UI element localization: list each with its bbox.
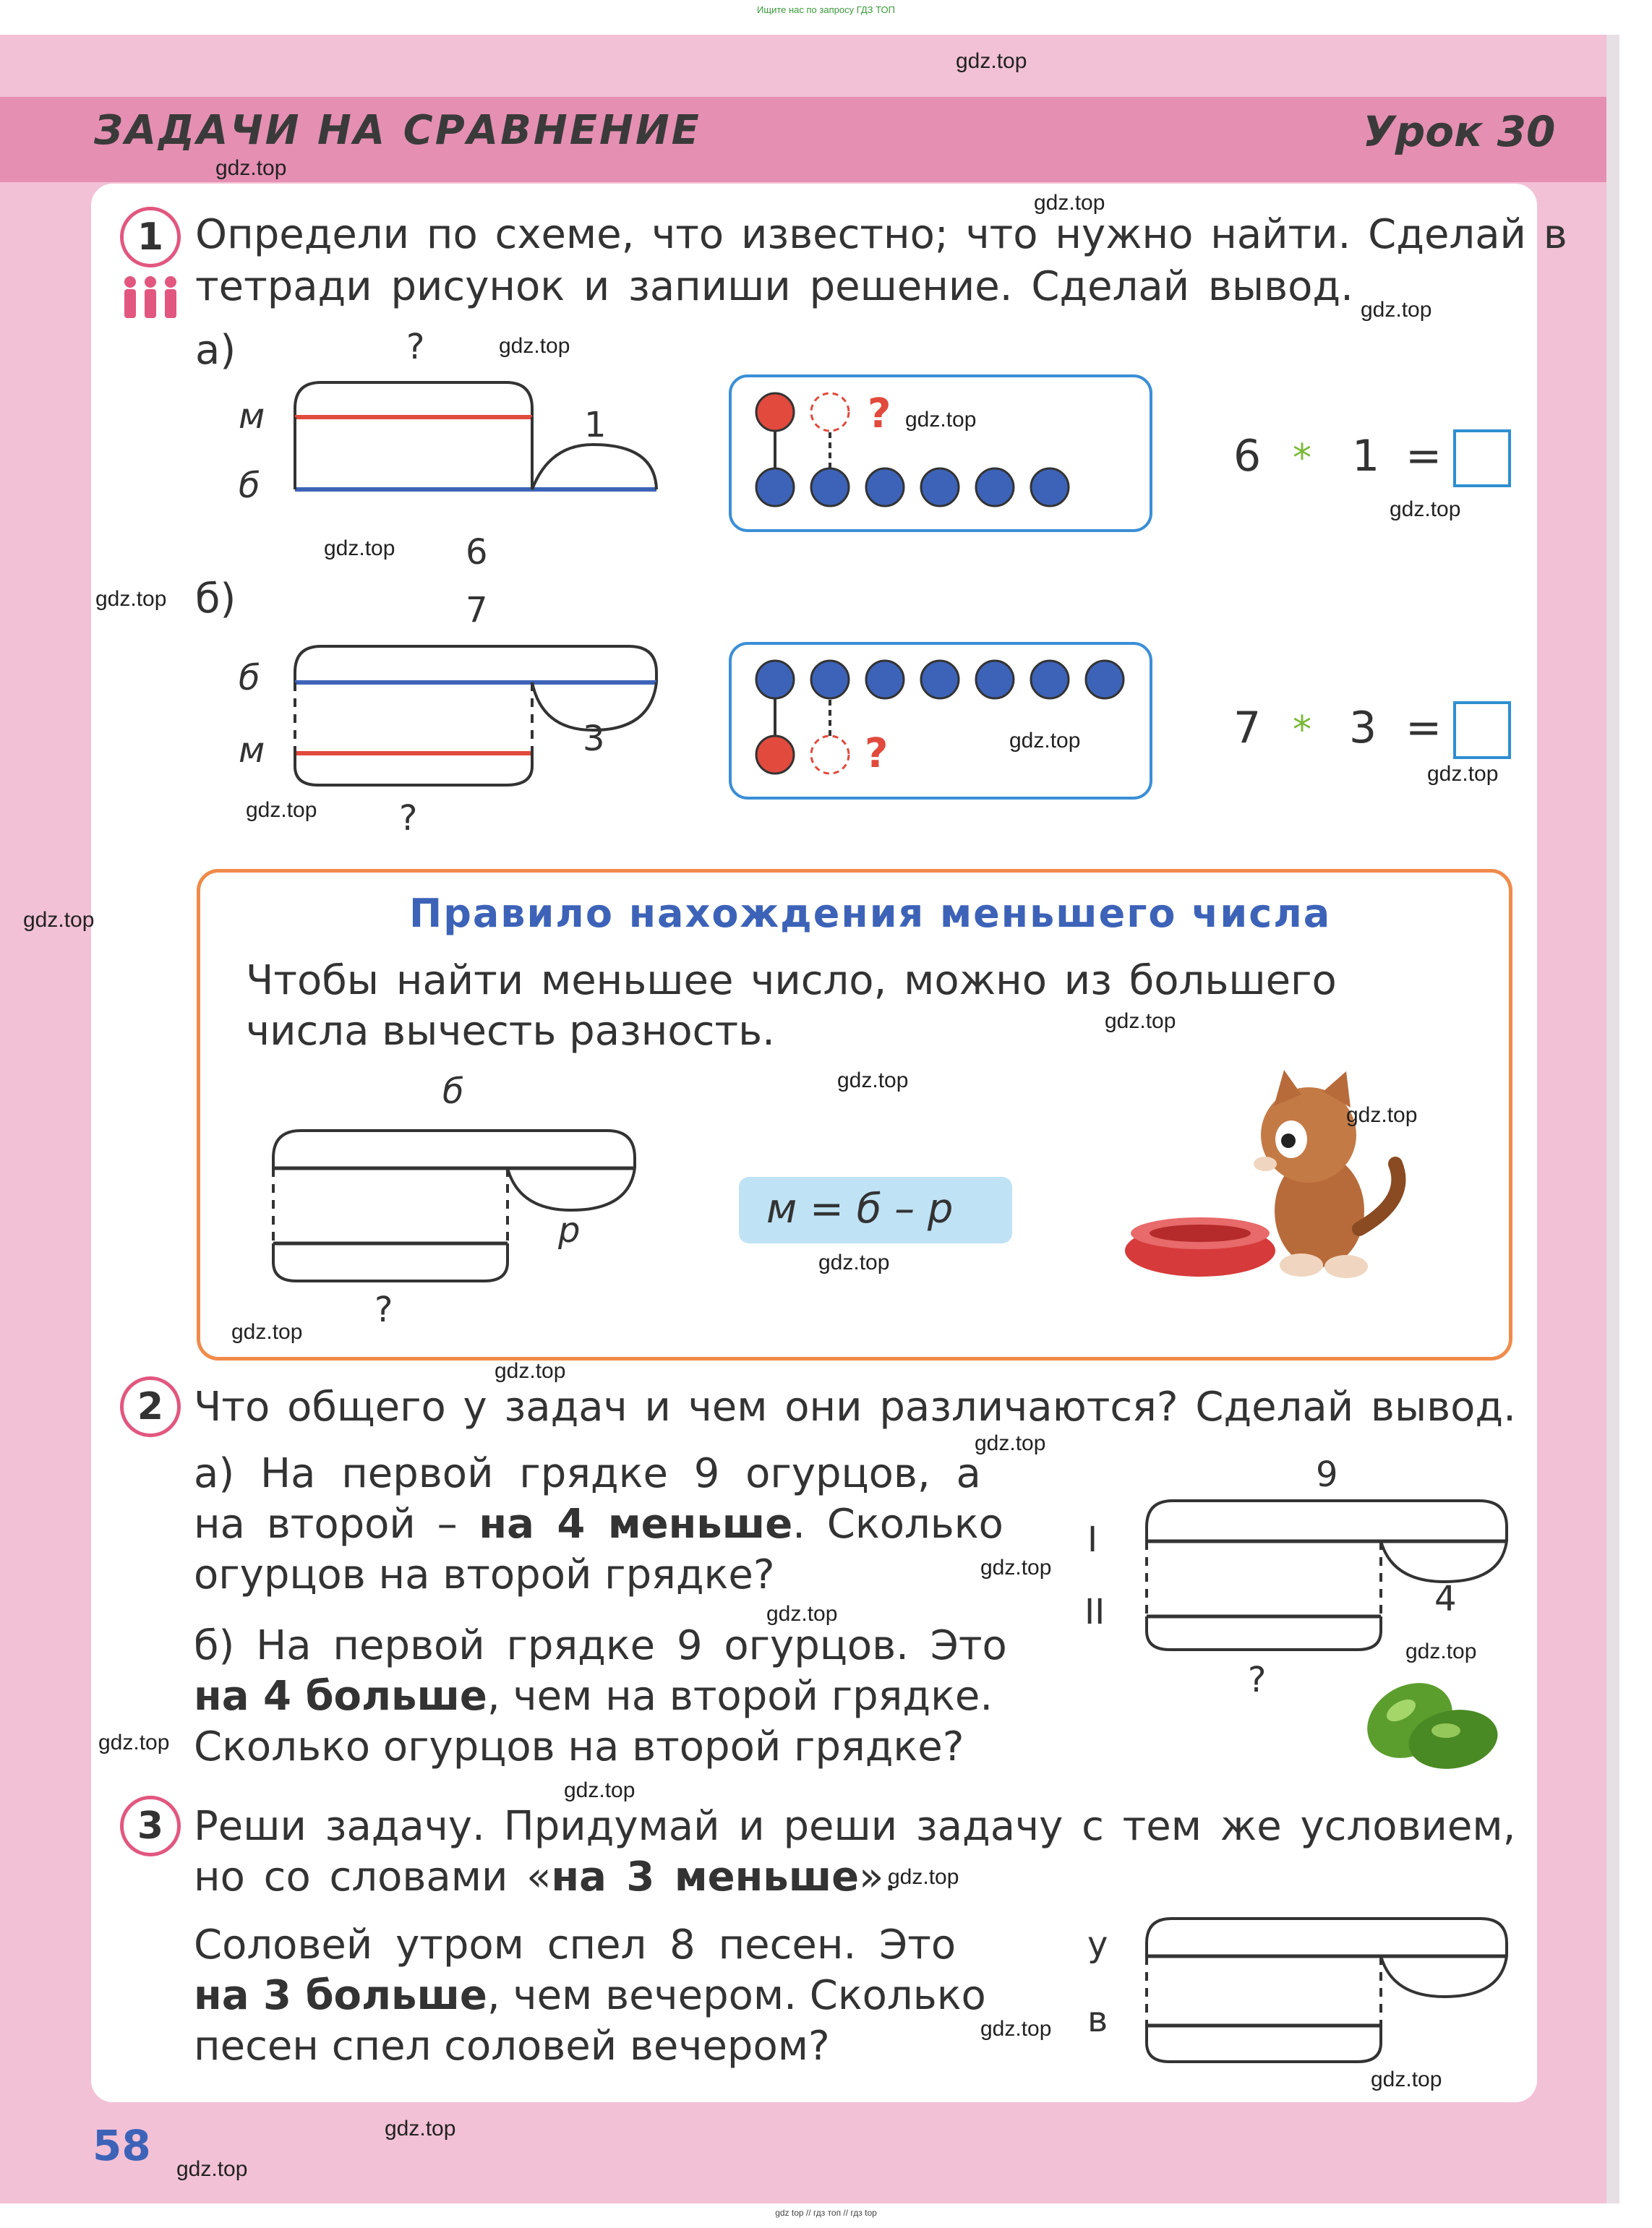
watermark: gdz.top <box>1361 298 1432 322</box>
rule-text-line2: числа вычесть разность. <box>246 1008 775 1055</box>
watermark: gdz.top <box>956 49 1027 73</box>
task3-row1-label: у <box>1087 1924 1108 1965</box>
rule-title: Правило нахождения меньшего числа <box>409 891 1332 936</box>
watermark: gdz.top <box>975 1431 1046 1455</box>
watermark: gdz.top <box>1346 1103 1418 1127</box>
task1a-diff-value: 1 <box>584 405 607 445</box>
watermark: gdz.top <box>176 2157 248 2181</box>
rule-formula: м = б – р <box>766 1186 954 1233</box>
task1b-eq-sign: = <box>1405 703 1442 753</box>
rule-scheme <box>268 1121 641 1294</box>
task1a-scheme <box>289 372 665 539</box>
task-number-2: 2 <box>120 1376 181 1437</box>
task-number-3: 3 <box>120 1796 181 1856</box>
task2b-line2: на 4 больше, чем на второй грядке. <box>194 1673 993 1720</box>
task2-diff-value: 4 <box>1434 1579 1457 1619</box>
task1a-row1-letter: м <box>239 396 265 437</box>
task1b-label: б) <box>195 575 236 622</box>
watermark: gdz.top <box>766 1602 838 1626</box>
task1b-scheme <box>289 636 665 795</box>
cucumbers-illustration <box>1359 1670 1504 1778</box>
task1b-operator-star: * <box>1293 708 1311 752</box>
task1a-eq-sign: = <box>1405 431 1442 481</box>
watermark: gdz.top <box>980 1556 1052 1580</box>
watermark: gdz.top <box>1390 497 1461 521</box>
task3-story-line3: песен спел соловей вечером? <box>194 2023 830 2070</box>
page-title: ЗАДАЧИ НА СРАВНЕНИЕ <box>94 107 701 154</box>
task2-question: Что общего у задач и чем они различаются? Сделай вывод. <box>194 1384 1516 1431</box>
watermark: gdz.top <box>1427 762 1499 786</box>
task3-row2-label: в <box>1087 2000 1108 2040</box>
task1a-eq-left: 6 <box>1233 431 1262 481</box>
task-number-1: 1 <box>120 207 181 267</box>
watermark: gdz.top <box>495 1359 566 1383</box>
watermark: gdz.top <box>1405 1640 1477 1663</box>
task1b-dots <box>729 642 1147 794</box>
task1a-bottom-value: 6 <box>466 532 488 573</box>
watermark: gdz.top <box>23 908 95 932</box>
watermark: gdz.top <box>888 1865 959 1889</box>
task1a-operator-star: * <box>1293 437 1311 480</box>
task2-row2-label: II <box>1084 1592 1105 1632</box>
task1b-row2-letter: м <box>239 730 265 771</box>
watermark: gdz.top <box>385 2117 456 2141</box>
task2-row1-label: I <box>1087 1520 1098 1560</box>
watermark: gdz.top <box>231 1320 303 1344</box>
task2-bottom-value: ? <box>1248 1660 1267 1700</box>
watermark: gdz.top <box>905 408 977 432</box>
watermark: gdz.top <box>837 1068 909 1092</box>
task1b-diff-value: 3 <box>583 719 605 759</box>
task3-line1: Реши задачу. Придумай и реши задачу с тем же условием, <box>194 1803 1516 1850</box>
task2b-line3: Сколько огурцов на второй грядке? <box>194 1723 964 1770</box>
task1b-question-mark: ? <box>865 730 889 777</box>
task2a-line2: на второй – на 4 меньше. Сколько <box>194 1501 1003 1548</box>
rule-text-line1: Чтобы найти меньшее число, можно из большего <box>246 957 1337 1004</box>
task1b-bottom-value: ? <box>399 798 418 839</box>
task1a-top-value: ? <box>406 327 425 367</box>
watermark: gdz.top <box>95 587 167 611</box>
watermark: gdz.top <box>215 156 287 180</box>
watermark: gdz.top <box>499 334 570 358</box>
task3-story-line2: на 3 больше, чем вечером. Сколько <box>194 1972 986 2019</box>
task1-text-line1: Определи по схеме, что известно; что нужно найти. Сделай в <box>195 211 1567 258</box>
task2a-line1: а) На первой грядке 9 огурцов, а <box>194 1450 981 1497</box>
task1b-top-value: 7 <box>466 590 488 630</box>
task2b-line1: б) На первой грядке 9 огурцов. Это <box>194 1622 1007 1669</box>
task1a-row2-letter: б <box>239 466 260 506</box>
task1b-eq-right: 3 <box>1349 703 1377 753</box>
rule-bottom-value: ? <box>375 1290 393 1330</box>
rule-diff-letter: р <box>558 1210 581 1251</box>
task1-text-line2: тетради рисунок и запиши решение. Сделай вывод. <box>195 263 1353 310</box>
task2-scheme <box>1141 1489 1517 1663</box>
task2-top-value: 9 <box>1316 1454 1338 1495</box>
watermark: gdz.top <box>1371 2068 1442 2091</box>
task2a-line3: огурцов на второй грядке? <box>194 1551 775 1598</box>
task3-story-line1: Соловей утром спел 8 песен. Это <box>194 1921 956 1968</box>
task1b-eq-left: 7 <box>1233 703 1262 753</box>
task1a-dots <box>729 374 1147 526</box>
watermark: gdz.top <box>564 1778 635 1802</box>
kitten-with-bowl-illustration <box>1121 1070 1424 1287</box>
watermark: gdz.top <box>98 1731 170 1754</box>
watermark: gdz.top <box>1105 1009 1176 1033</box>
watermark: gdz.top <box>324 536 395 560</box>
lesson-label: Урок 30 <box>1363 107 1556 156</box>
group-work-icon <box>120 275 181 321</box>
task1a-label: а) <box>195 327 236 374</box>
top-notice: Ищите нас по запросу ГДЗ ТОП <box>757 4 895 15</box>
task3-line2: но со словами «на 3 меньше». <box>194 1854 897 1901</box>
watermark: gdz.top <box>818 1251 890 1274</box>
page-number: 58 <box>93 2121 151 2170</box>
watermark: gdz.top <box>1009 729 1081 753</box>
task3-scheme <box>1141 1908 1517 2075</box>
watermark: gdz.top <box>1034 191 1105 215</box>
task1b-row1-letter: б <box>239 658 260 698</box>
task1a-answer-box[interactable] <box>1453 429 1511 487</box>
task1a-eq-right: 1 <box>1352 431 1380 481</box>
page-edge <box>1606 35 1619 2203</box>
watermark: gdz.top <box>246 798 317 822</box>
task1a-question-mark: ? <box>868 390 891 437</box>
rule-top-letter: б <box>442 1071 464 1112</box>
task1b-answer-box[interactable] <box>1453 701 1511 759</box>
watermark: gdz.top <box>980 2017 1052 2041</box>
bottom-notice: gdz top // гдз топ // гдз top <box>775 2208 877 2218</box>
